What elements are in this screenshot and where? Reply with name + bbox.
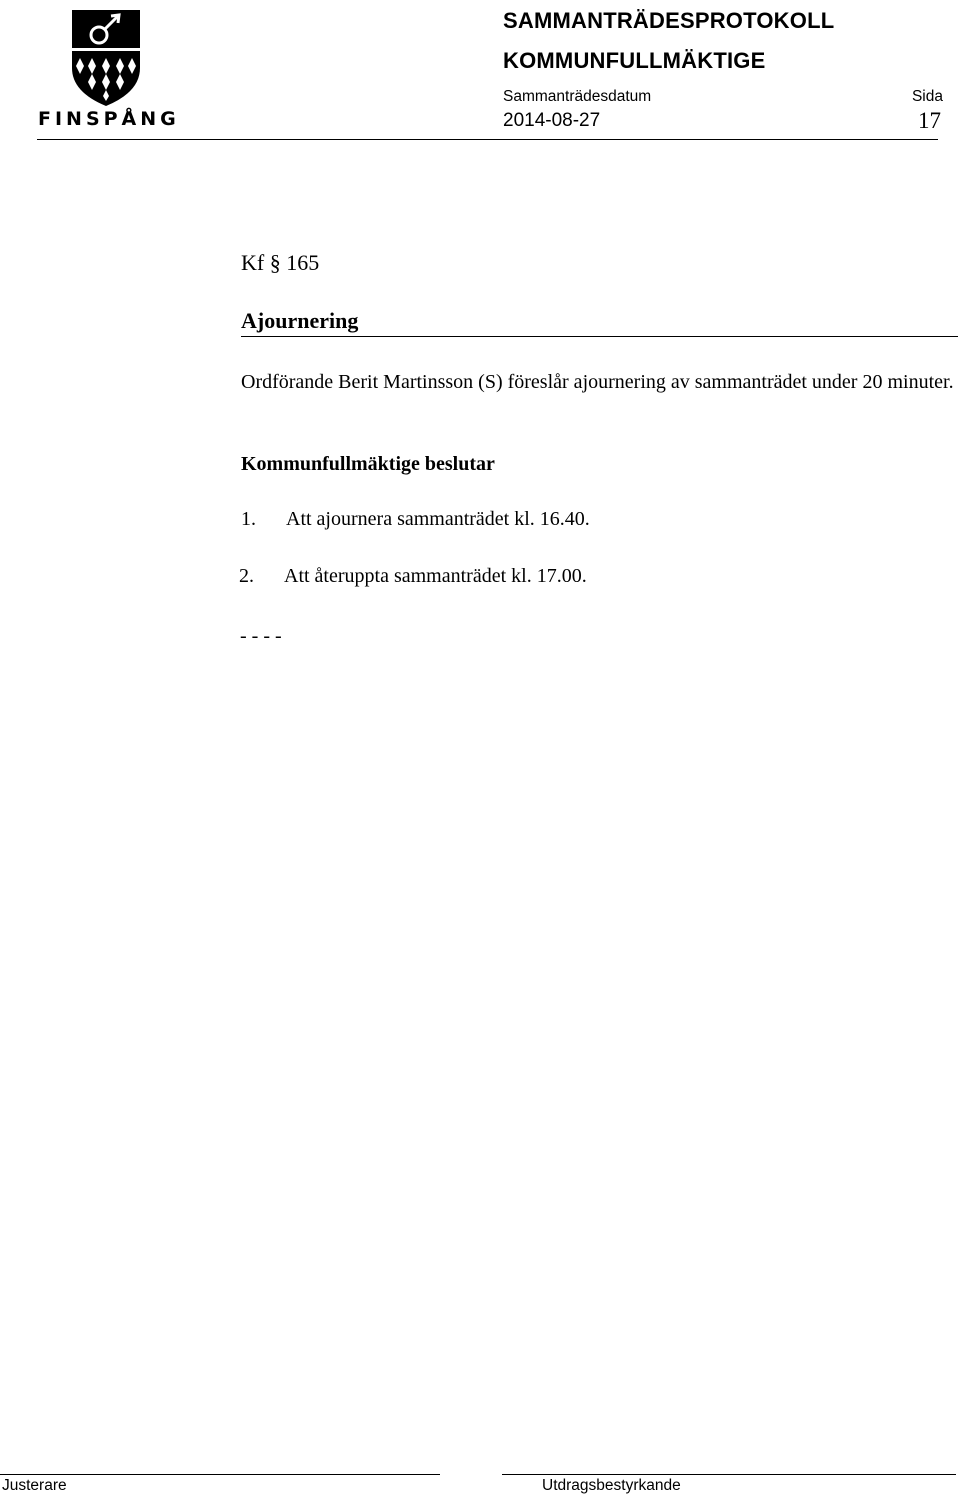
section-end-marker: - - - -: [240, 625, 282, 647]
page-number: 17: [918, 108, 941, 133]
section-heading: Ajournering: [241, 308, 359, 333]
decision-number: 1.: [241, 508, 256, 530]
meeting-date-label: Sammanträdesdatum: [503, 88, 652, 105]
paragraph-reference: Kf § 165: [241, 250, 320, 275]
adjuster-label: Justerare: [2, 1477, 67, 1494]
footer-divider-left: [0, 1474, 440, 1475]
decision-text: Att ajournera sammanträdet kl. 16.40.: [286, 508, 590, 530]
decision-item: [241, 508, 941, 536]
committee-name: KOMMUNFULLMÄKTIGE: [503, 48, 766, 73]
document-title: SAMMANTRÄDESPROTOKOLL: [503, 8, 835, 33]
extract-certification-label: Utdragsbestyrkande: [542, 1477, 681, 1494]
decision-heading: Kommunfullmäktige beslutar: [241, 453, 495, 475]
logo-wordmark: FINSPÅNG: [38, 108, 180, 130]
body-paragraph: Ordförande Berit Martinsson (S) föreslår ajournering av sammanträdet under 20 minuter.: [241, 371, 954, 393]
header-divider: [37, 139, 938, 140]
heading-divider: [241, 336, 958, 337]
meeting-date: 2014-08-27: [503, 110, 601, 131]
decision-text: Att återuppta sammanträdet kl. 17.00.: [284, 565, 587, 587]
decision-item: [239, 565, 939, 593]
footer-divider-right: [502, 1474, 956, 1475]
page-label: Sida: [911, 88, 943, 105]
decision-number: 2.: [239, 565, 254, 587]
